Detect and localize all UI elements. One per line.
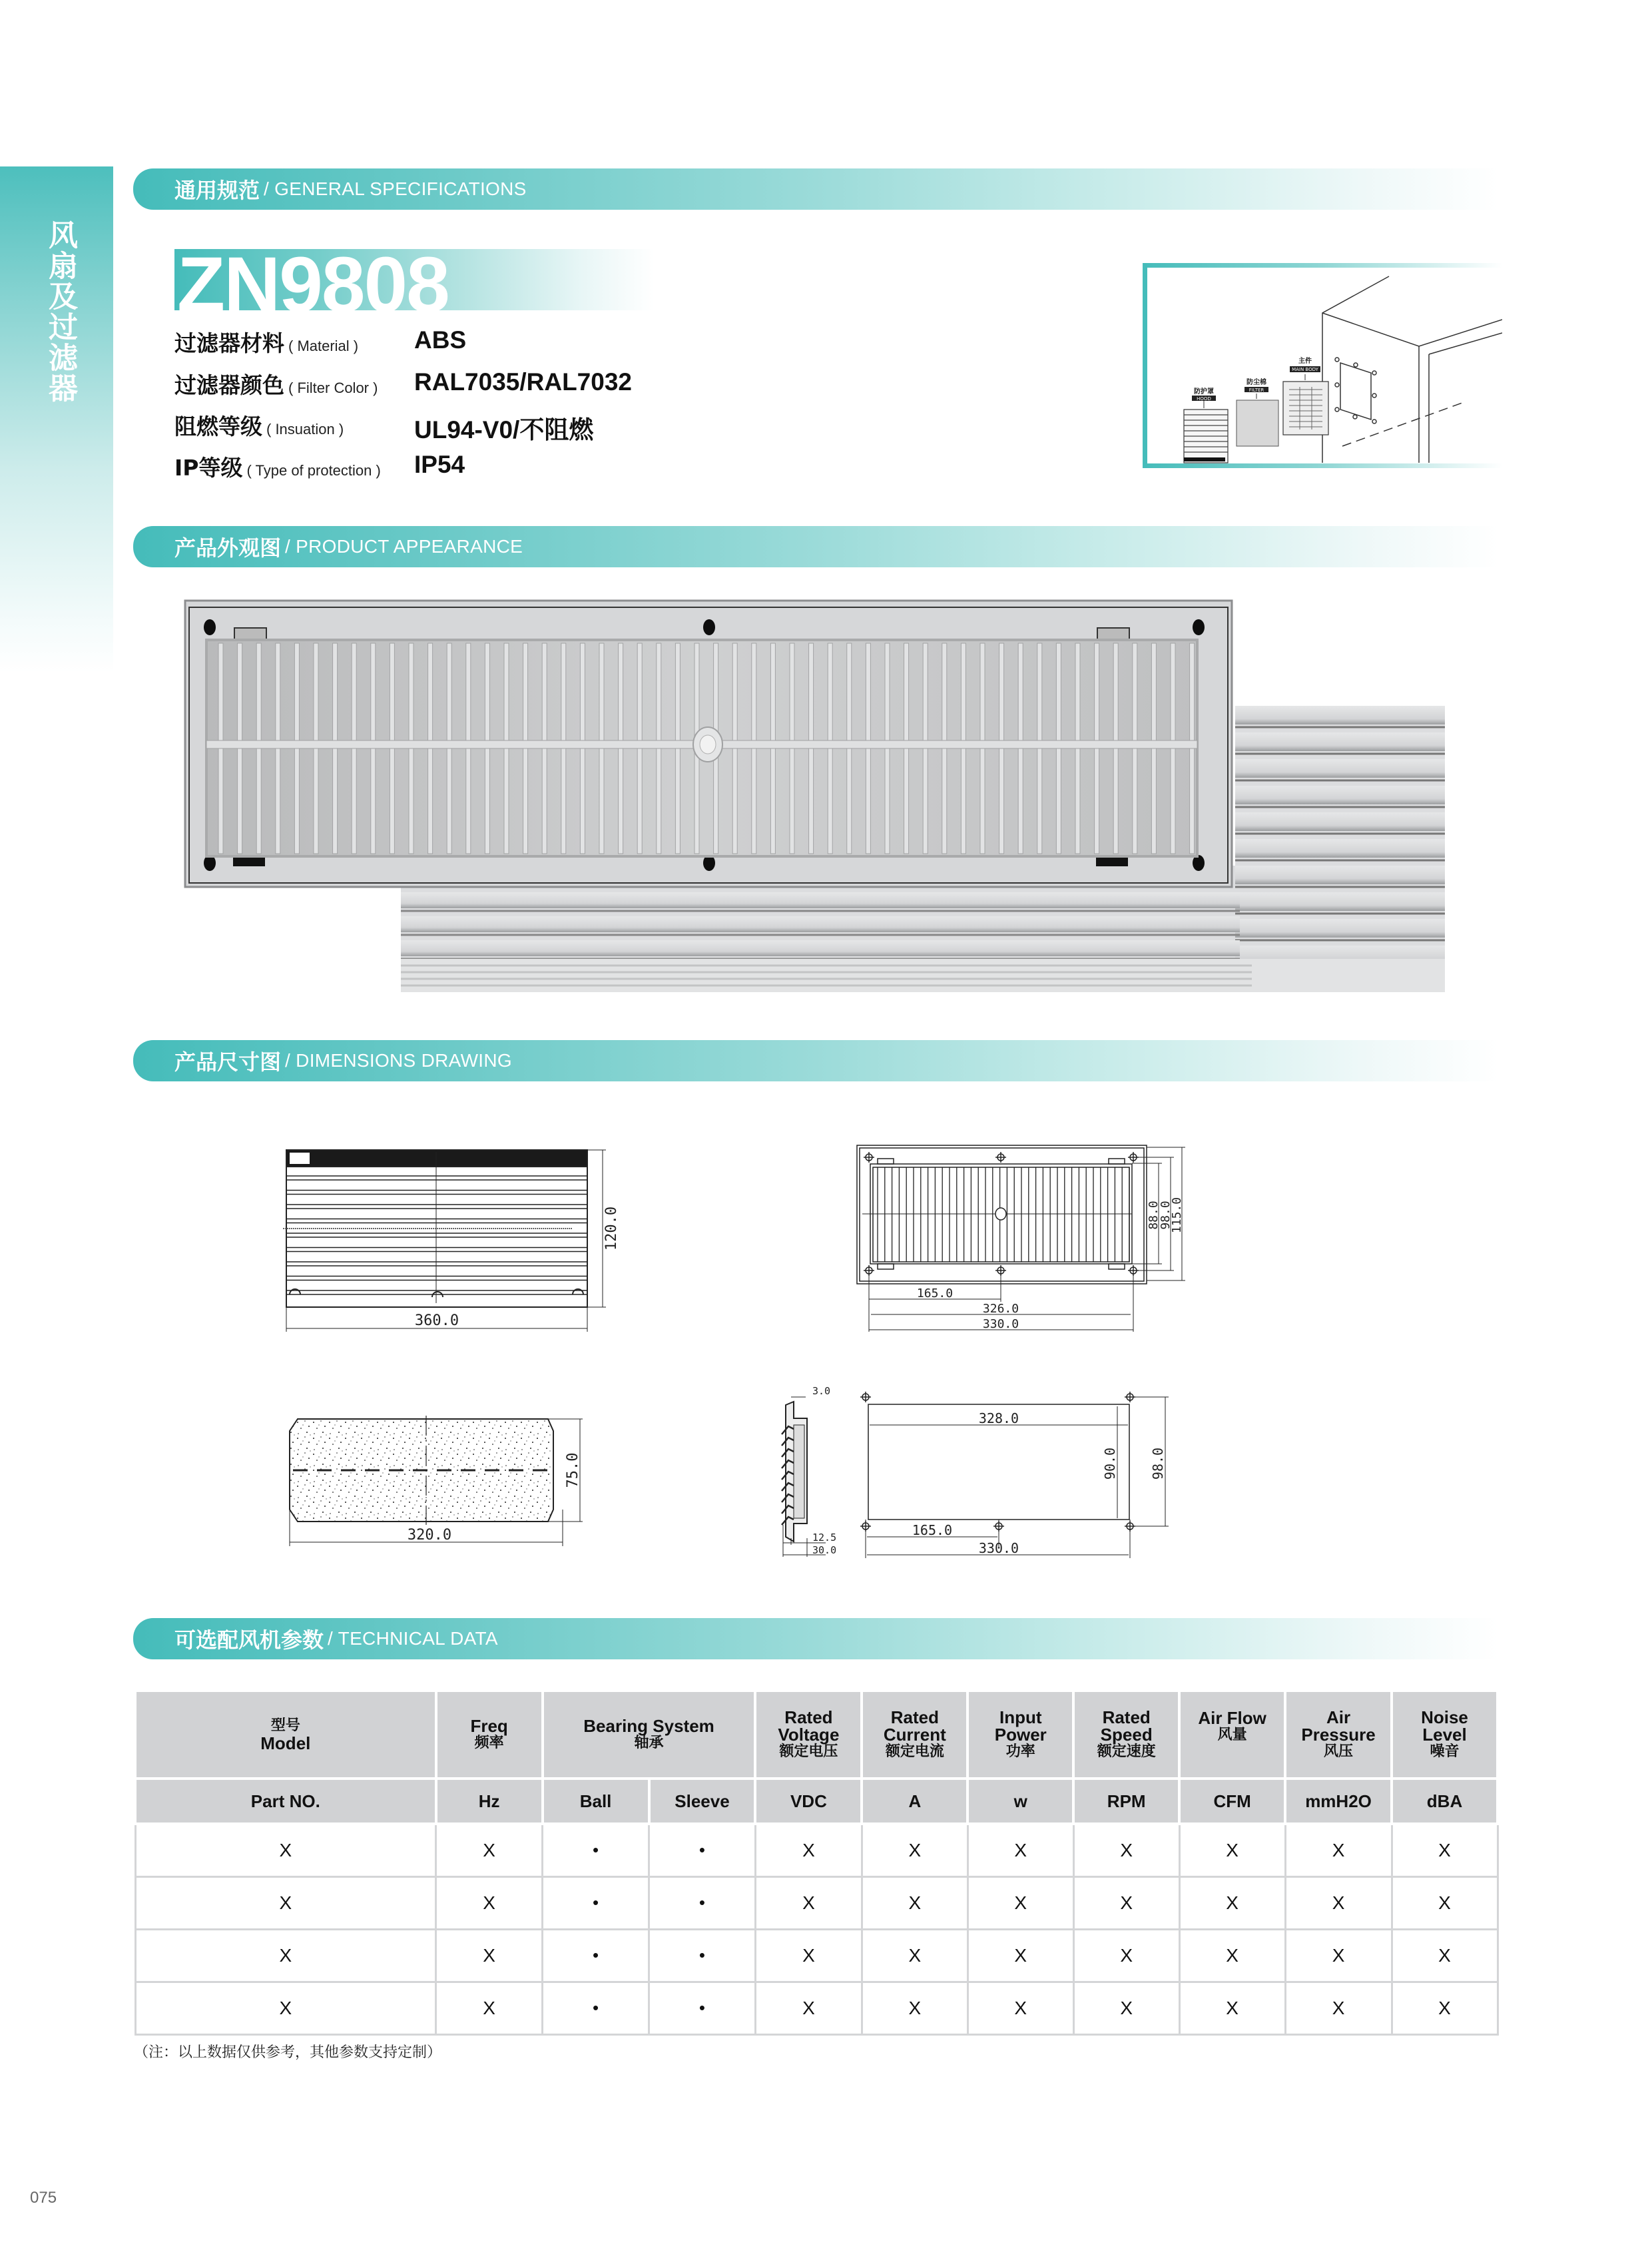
table-cell: X bbox=[1392, 1876, 1498, 1929]
table-cell: X bbox=[967, 1876, 1073, 1929]
dim-cutout-hole-height: 98.0 bbox=[1150, 1447, 1166, 1480]
table-cell: X bbox=[1179, 1929, 1285, 1982]
hood-label-en: HOOD bbox=[1197, 396, 1211, 402]
main-body-part bbox=[1283, 374, 1328, 435]
table-row bbox=[135, 1876, 1498, 1929]
header-pressure: Air Pressure 风压 bbox=[1285, 1691, 1392, 1779]
spec-label-en: ( Material ) bbox=[288, 338, 359, 354]
section-title-cn: 产品外观图 bbox=[174, 535, 282, 561]
section-header-dimensions bbox=[133, 1040, 1498, 1081]
table-cell: X bbox=[1179, 1876, 1285, 1929]
filter-part bbox=[1237, 394, 1278, 446]
technical-data-table bbox=[134, 1689, 1499, 2036]
table-row bbox=[135, 1982, 1498, 2034]
table-cell: X bbox=[862, 1824, 967, 1876]
table-cell: X bbox=[1285, 1982, 1392, 2034]
dim-top-thickness: 3.0 bbox=[812, 1385, 831, 1397]
dim-inner-width: 326.0 bbox=[982, 1302, 1019, 1316]
louver-slat bbox=[401, 916, 1240, 932]
louver-slat bbox=[401, 892, 1240, 908]
table-cell: X bbox=[1073, 1929, 1179, 1982]
section-title-en: / GENERAL SPECIFICATIONS bbox=[264, 178, 527, 199]
table-cell: X bbox=[862, 1876, 967, 1929]
spec-label-cn: 过滤器材料 bbox=[174, 330, 284, 356]
table-cell: • bbox=[649, 1876, 756, 1929]
panel-cutout-drawing bbox=[826, 1378, 1345, 1558]
dim-height-label: 120.0 bbox=[603, 1206, 620, 1251]
unit-cell: VDC bbox=[755, 1779, 862, 1824]
filter-label-en: FILTER bbox=[1248, 388, 1264, 393]
side-category-label: 风扇及过滤器 bbox=[43, 220, 77, 404]
header-noise: Noise Level 噪音 bbox=[1392, 1691, 1498, 1779]
side-category-tab bbox=[0, 166, 113, 673]
section-header-technical bbox=[133, 1618, 1498, 1659]
hood-label-cn: 防护罩 bbox=[1194, 388, 1214, 396]
unit-cell: dBA bbox=[1392, 1779, 1498, 1824]
dim-cutout-width: 328.0 bbox=[978, 1410, 1019, 1426]
louver-slat bbox=[1235, 892, 1445, 911]
spec-label-en: ( Filter Color ) bbox=[288, 380, 378, 396]
main-body-label-en: MAIN BODY bbox=[1292, 367, 1318, 372]
header-bearing: Bearing System 轴承 bbox=[543, 1691, 756, 1779]
spec-value: ABS bbox=[414, 326, 467, 354]
table-cell: X bbox=[1073, 1982, 1179, 2034]
table-cell: X bbox=[135, 1824, 436, 1876]
table-cell: X bbox=[135, 1982, 436, 2034]
louver-slat bbox=[1235, 839, 1445, 858]
filter-grille bbox=[206, 640, 1197, 856]
table-cell: • bbox=[543, 1876, 649, 1929]
dim-hole-half: 165.0 bbox=[916, 1286, 954, 1300]
dim-hole-span: 330.0 bbox=[982, 1317, 1019, 1331]
spec-row-ip bbox=[174, 451, 465, 484]
table-cell: • bbox=[649, 1982, 756, 2034]
spec-value: IP54 bbox=[414, 451, 465, 478]
louver-slat bbox=[1235, 919, 1445, 938]
header-speed: Rated Speed 额定速度 bbox=[1073, 1691, 1179, 1779]
dim-cutout-hole-half: 165.0 bbox=[912, 1522, 953, 1538]
table-cell: X bbox=[1392, 1929, 1498, 1982]
unit-cell: CFM bbox=[1179, 1779, 1285, 1824]
table-row bbox=[135, 1824, 1498, 1876]
table-cell: X bbox=[967, 1824, 1073, 1876]
louver-slat bbox=[401, 940, 1240, 956]
header-voltage: Rated Voltage 额定电压 bbox=[755, 1691, 862, 1779]
header-model: 型号 Model bbox=[135, 1691, 436, 1779]
table-cell: X bbox=[135, 1929, 436, 1982]
dim-h1: 88.0 bbox=[1147, 1201, 1161, 1230]
dim-cutout-height: 90.0 bbox=[1102, 1447, 1118, 1480]
unit-cell: Part NO. bbox=[135, 1779, 436, 1824]
table-cell: X bbox=[862, 1982, 967, 2034]
section-title-cn: 通用规范 bbox=[174, 178, 260, 203]
table-unit-row bbox=[135, 1779, 1498, 1824]
louver-slat bbox=[1235, 759, 1445, 778]
louver-slat bbox=[1235, 732, 1445, 751]
section-title-en: / PRODUCT APPEARANCE bbox=[285, 536, 523, 557]
unit-cell: A bbox=[862, 1779, 967, 1824]
spec-label-en: ( Insuation ) bbox=[266, 421, 344, 437]
section-title-cn: 产品尺寸图 bbox=[174, 1049, 282, 1075]
section-header-appearance bbox=[133, 526, 1498, 567]
section-title-en: / DIMENSIONS DRAWING bbox=[285, 1050, 512, 1071]
table-cell: X bbox=[967, 1929, 1073, 1982]
table-cell: • bbox=[649, 1824, 756, 1876]
spec-row-material bbox=[174, 326, 467, 360]
spec-label-cn: 过滤器颜色 bbox=[174, 372, 284, 398]
table-cell: X bbox=[755, 1929, 862, 1982]
table-cell: X bbox=[755, 1982, 862, 2034]
table-cell: X bbox=[1392, 1982, 1498, 2034]
table-row bbox=[135, 1929, 1498, 1982]
product-photo bbox=[180, 586, 1445, 999]
dim-depth1: 12.5 bbox=[812, 1532, 837, 1543]
main-body-front-drawing bbox=[846, 1125, 1352, 1338]
hood-part bbox=[1184, 400, 1228, 463]
spec-row-color bbox=[174, 368, 632, 402]
spec-label-en: ( Type of protection ) bbox=[246, 462, 381, 479]
installation-diagram bbox=[1143, 263, 1502, 468]
table-cell: X bbox=[967, 1982, 1073, 2034]
table-cell: X bbox=[862, 1929, 967, 1982]
spec-value: RAL7035/RAL7032 bbox=[414, 368, 632, 396]
dim-filter-width: 320.0 bbox=[407, 1527, 452, 1543]
table-cell: X bbox=[1392, 1824, 1498, 1876]
section-header-general bbox=[133, 168, 1498, 210]
unit-cell: Hz bbox=[436, 1779, 543, 1824]
table-cell: X bbox=[1285, 1876, 1392, 1929]
dim-depth2: 30.0 bbox=[812, 1544, 837, 1556]
louver-slat bbox=[1235, 812, 1445, 831]
header-airflow: Air Flow 风量 bbox=[1179, 1691, 1285, 1779]
main-body-label-cn: 主件 bbox=[1298, 358, 1312, 365]
table-cell: • bbox=[543, 1929, 649, 1982]
exploded-assembly-drawing bbox=[1143, 263, 1502, 468]
model-title-block bbox=[174, 241, 654, 329]
header-power: Input Power 功率 bbox=[967, 1691, 1073, 1779]
spec-row-insulation bbox=[174, 410, 594, 443]
louver-slat bbox=[1235, 706, 1445, 724]
section-title-cn: 可选配风机参数 bbox=[174, 1627, 324, 1653]
dim-h2: 98.0 bbox=[1159, 1201, 1173, 1230]
table-header-row bbox=[135, 1691, 1498, 1779]
table-cell: X bbox=[436, 1876, 543, 1929]
table-cell: X bbox=[436, 1824, 543, 1876]
filter-pad-drawing bbox=[280, 1372, 746, 1558]
model-number: ZN9808 bbox=[177, 241, 449, 329]
table-cell: X bbox=[755, 1876, 862, 1929]
unit-cell: mmH2O bbox=[1285, 1779, 1392, 1824]
unit-cell: w bbox=[967, 1779, 1073, 1824]
header-current: Rated Current 额定电流 bbox=[862, 1691, 967, 1779]
spec-label-cn: IP等级 bbox=[174, 455, 243, 481]
page-number: 075 bbox=[30, 2189, 57, 2207]
table-footnote: （注：以上数据仅供参考，其他参数支持定制） bbox=[134, 2044, 442, 2061]
table-cell: X bbox=[1285, 1824, 1392, 1876]
header-freq: Freq 频率 bbox=[436, 1691, 543, 1779]
unit-cell: Sleeve bbox=[649, 1779, 756, 1824]
louver-slat bbox=[1235, 786, 1445, 804]
dim-cutout-hole-span: 330.0 bbox=[978, 1540, 1019, 1556]
table-cell: • bbox=[543, 1824, 649, 1876]
section-title-en: / TECHNICAL DATA bbox=[328, 1628, 498, 1649]
unit-cell: Ball bbox=[543, 1779, 649, 1824]
spec-value: UL94-V0/不阻燃 bbox=[414, 416, 594, 443]
spec-label-cn: 阻燃等级 bbox=[174, 414, 262, 439]
dim-filter-height: 75.0 bbox=[565, 1452, 581, 1488]
table-cell: X bbox=[1073, 1876, 1179, 1929]
hood-front-drawing bbox=[280, 1132, 812, 1338]
table-cell: X bbox=[436, 1929, 543, 1982]
table-cell: X bbox=[436, 1982, 543, 2034]
dim-width-label: 360.0 bbox=[414, 1312, 459, 1329]
table-cell: X bbox=[1179, 1824, 1285, 1876]
table-cell: • bbox=[543, 1982, 649, 2034]
dim-h3: 115.0 bbox=[1170, 1197, 1184, 1234]
table-cell: X bbox=[755, 1824, 862, 1876]
filter-label-cn: 防尘棉 bbox=[1246, 379, 1266, 386]
table-cell: X bbox=[135, 1876, 436, 1929]
table-cell: X bbox=[1285, 1929, 1392, 1982]
louver-slat bbox=[1235, 866, 1445, 884]
unit-cell: RPM bbox=[1073, 1779, 1179, 1824]
table-cell: X bbox=[1179, 1982, 1285, 2034]
table-cell: • bbox=[649, 1929, 756, 1982]
table-cell: X bbox=[1073, 1824, 1179, 1876]
